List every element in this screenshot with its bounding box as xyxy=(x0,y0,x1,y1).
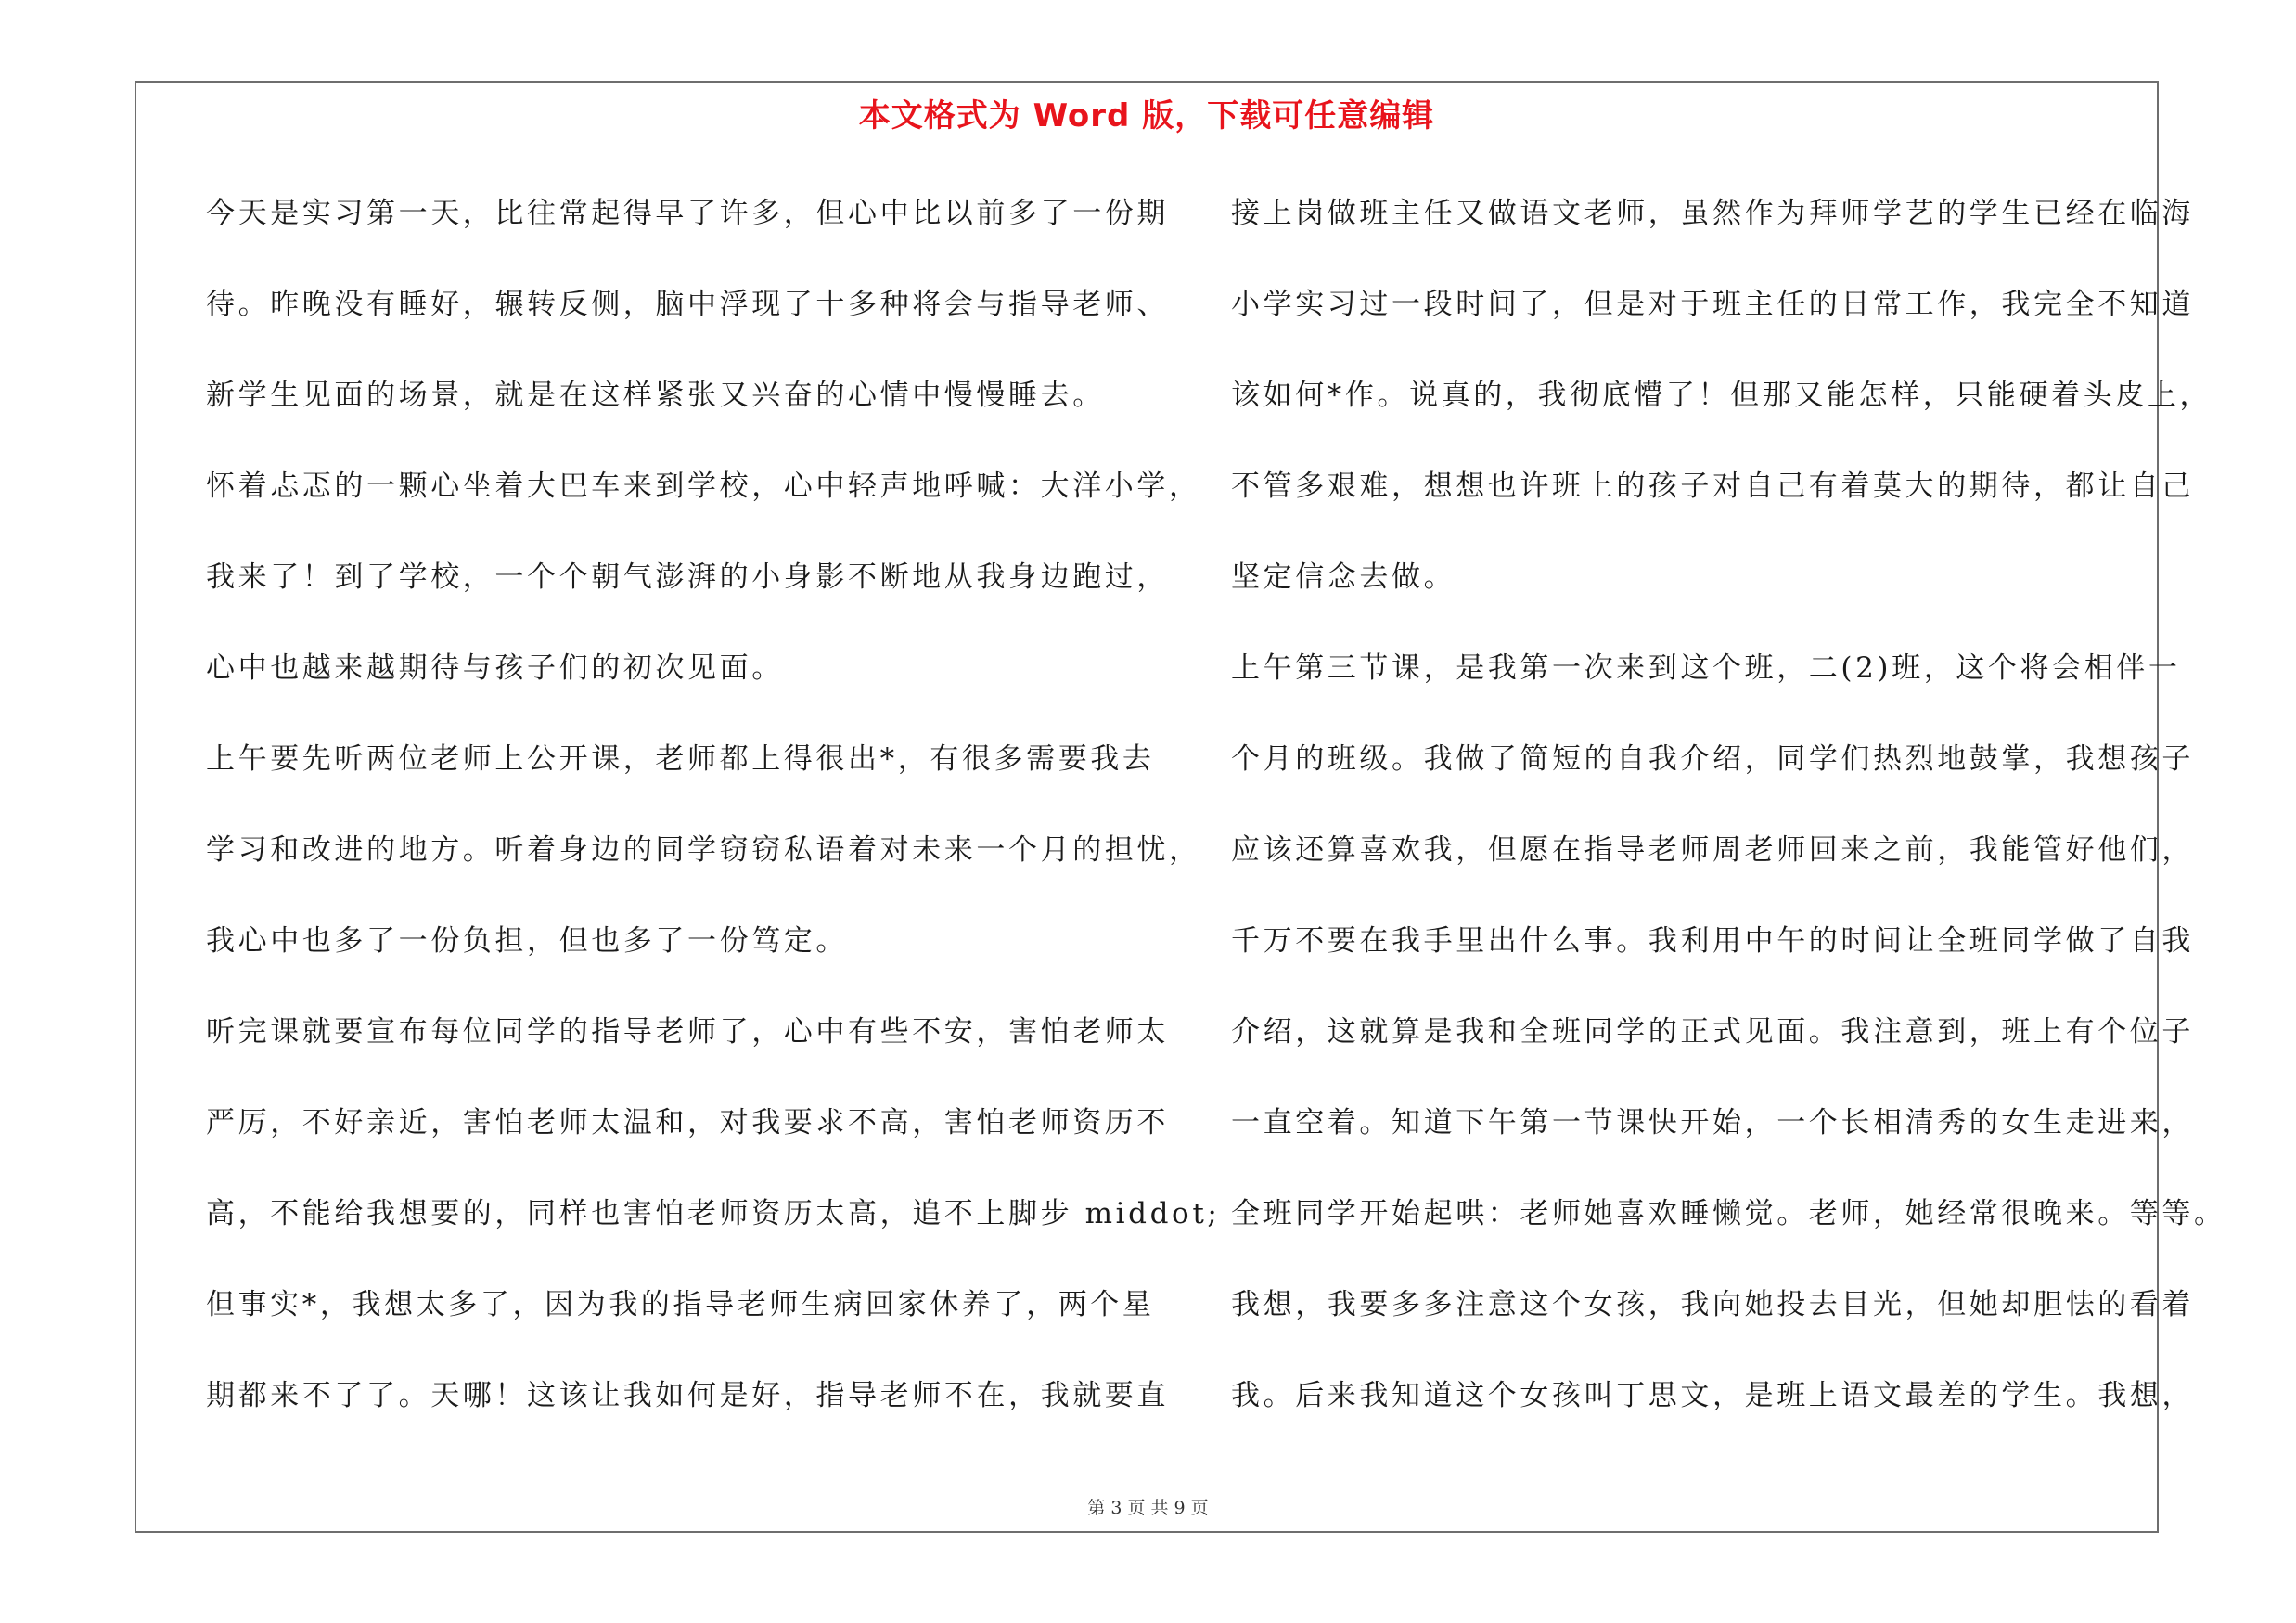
text-line: 怀着忐忑的一颗心坐着大巴车来到学校，心中轻声地呼喊：大洋小学， xyxy=(206,470,1201,503)
text-line: 个月的班级。我做了简短的自我介绍，同学们热烈地鼓掌，我想孩子 xyxy=(1231,742,2194,776)
text-line: 新学生见面的场景，就是在这样紧张又兴奋的心情中慢慢睡去。 xyxy=(206,379,1105,412)
text-line: 一直空着。知道下午第一节课快开始，一个长相清秀的女生走进来， xyxy=(1231,1106,2194,1140)
text-line: 高，不能给我想要的，同样也害怕老师资历太高，追不上脚步 middot; xyxy=(206,1197,1221,1230)
text-line: 全班同学开始起哄：老师她喜欢睡懒觉。老师，她经常很晚来。等等。 xyxy=(1231,1197,2226,1230)
text-line: 不管多艰难，想想也许班上的孩子对自己有着莫大的期待，都让自己 xyxy=(1231,470,2194,503)
text-line: 今天是实习第一天，比往常起得早了许多，但心中比以前多了一份期 xyxy=(206,197,1169,230)
text-line: 坚定信念去做。 xyxy=(1231,560,1456,594)
header-notice: 本文格式为 Word 版，下载可任意编辑 xyxy=(858,97,1435,135)
text-line: 学习和改进的地方。听着身边的同学窃窃私语着对未来一个月的担忧， xyxy=(206,833,1201,867)
text-line: 接上岗做班主任又做语文老师，虽然作为拜师学艺的学生已经在临海 xyxy=(1231,197,2194,230)
text-line: 待。昨晚没有睡好，辗转反侧，脑中浮现了十多种将会与指导老师、 xyxy=(206,288,1169,321)
page-number-footer: 第 3 页 共 9 页 xyxy=(1087,1498,1209,1518)
text-line: 严厉，不好亲近，害怕老师太温和，对我要求不高，害怕老师资历不 xyxy=(206,1106,1169,1140)
text-line: 我想，我要多多注意这个女孩，我向她投去目光，但她却胆怯的看着 xyxy=(1231,1288,2194,1321)
text-line: 听完课就要宣布每位同学的指导老师了，心中有些不安，害怕老师太 xyxy=(206,1015,1169,1049)
text-line: 该如何*作。说真的，我彻底懵了！但那又能怎样，只能硬着头皮上， xyxy=(1231,379,2213,412)
text-line: 上午第三节课，是我第一次来到这个班，二(2)班，这个将会相伴一 xyxy=(1231,651,2181,685)
text-line: 小学实习过一段时间了，但是对于班主任的日常工作，我完全不知道 xyxy=(1231,288,2194,321)
text-line: 介绍，这就算是我和全班同学的正式见面。我注意到，班上有个位子 xyxy=(1231,1015,2194,1049)
left-column xyxy=(206,181,1221,1454)
text-line: 期都来不了了。天哪！这该让我如何是好，指导老师不在，我就要直 xyxy=(206,1379,1169,1412)
text-line: 应该还算喜欢我，但愿在指导老师周老师回来之前，我能管好他们， xyxy=(1231,833,2194,867)
text-line: 但事实*，我想太多了，因为我的指导老师生病回家休养了，两个星 xyxy=(206,1288,1155,1321)
text-line: 我心中也多了一份负担，但也多了一份笃定。 xyxy=(206,924,848,958)
text-line: 我来了！到了学校，一个个朝气澎湃的小身影不断地从我身边跑过， xyxy=(206,560,1169,594)
right-column xyxy=(1231,181,2226,1454)
text-line: 千万不要在我手里出什么事。我利用中午的时间让全班同学做了自我 xyxy=(1231,924,2194,958)
text-line: 上午要先听两位老师上公开课，老师都上得很出*，有很多需要我去 xyxy=(206,742,1155,776)
text-line: 心中也越来越期待与孩子们的初次见面。 xyxy=(206,651,784,685)
text-line: 我。后来我知道这个女孩叫丁思文，是班上语文最差的学生。我想， xyxy=(1231,1379,2194,1412)
